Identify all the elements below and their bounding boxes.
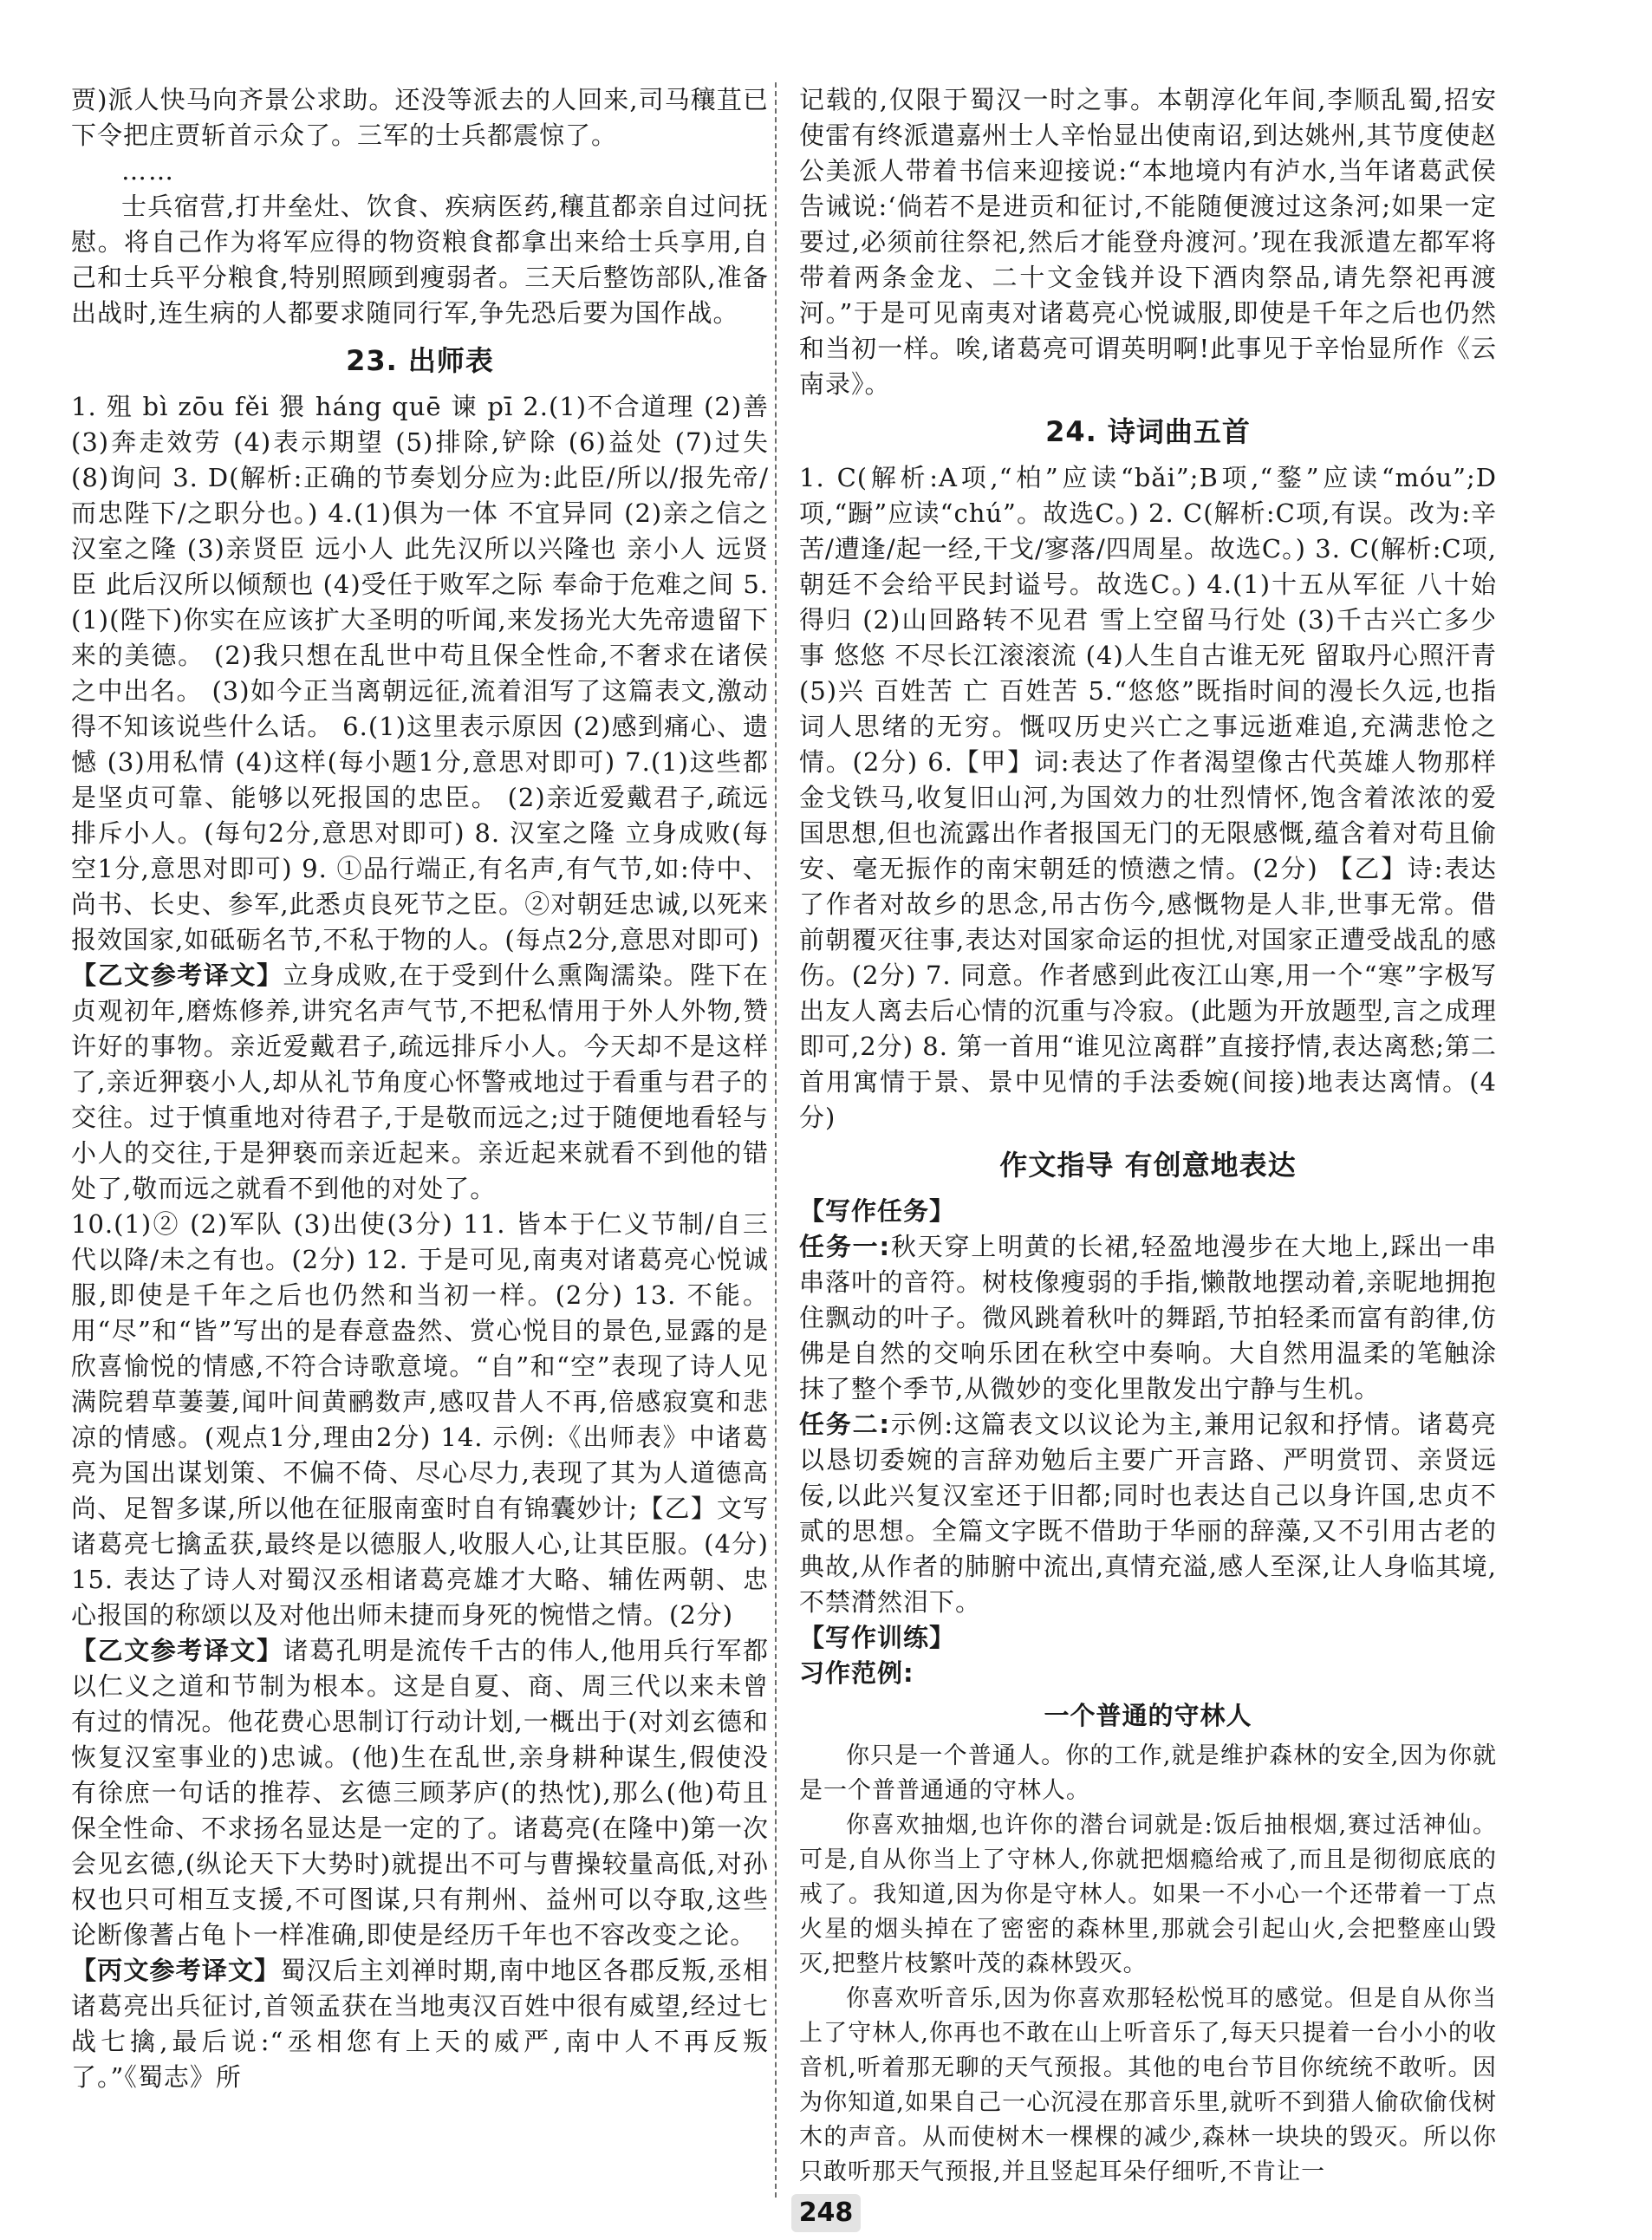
essay-paragraph-3: 你喜欢听音乐,因为你喜欢那轻松悦耳的感觉。但是自从你当上了守林人,你再也不敢在山上听音乐了,每天只提着一台小小的收音机,听着那无聊的天气预报。其他的电台节目你统统不敢听。因为你知道,如果自己一心沉浸在那音乐里,就听不到猎人偷砍偷伐树木的声音。从而使树木一棵棵的减少,森林一块块的毁灭。所以你只敢听那天气预报,并且竖起耳朵仔细听,不肯让一 bbox=[799, 1985, 1497, 2185]
translation-yi-1 bbox=[71, 958, 769, 1207]
translation-yi-1-label: 【乙文参考译文】 bbox=[71, 960, 283, 990]
writing-task-label: 【写作任务】 bbox=[799, 1196, 956, 1226]
translation-yi-1-text: 立身成败,在于受到什么熏陶濡染。陛下在贞观初年,磨炼修养,讲究名声气节,不把私情用于外人外物,赞许好的事物。亲近爱戴君子,疏远排斥小人。今天却不是这样了,亲近狎亵小人,却从礼节角度心怀警戒地过于看重与君子的交往。过于慎重地对待君子,于是敬而远之;过于随便地看轻与小人的交往,于是狎亵而亲近起来。亲近起来就看不到他的错处了,敬而远之就看不到他的对处了。 bbox=[71, 960, 769, 1203]
answers-23-part1: 1. 殂 bì zōu fěi 猥 háng quē 谏 pī 2.(1)不合道理 (2)善 (3)奔走效劳 (4)表示期望 (5)排除,铲除 (6)益处 (7)过失 (8)询问 3. D(解析:正确的节奏划分应为:此臣/所以/报先帝/而忠陛下/之职分也。) 4.(1)俱为一体 不宜异同 (2)亲之信之 汉室之隆 (3)亲贤臣 远小人 此先汉所以兴隆也 亲小人 远贤臣 此后汉所以倾颓也 (4)受任于败军之际 奉命于危难之间 5.(1)(陛下)你实在应该扩大圣明的听闻,来发扬光大先帝遗留下来的美德。 (2)我只想在乱世中苟且保全性命,不奢求在诸侯之中出名。 (3)如今正当离朝远征,流着泪写了这篇表文,激动得不知该说些什么话。 6.(1)这里表示原因 (2)感到痛心、遗憾 (3)用私情 (4)这样(每小题1分,意思对即可) 7.(1)这些都是坚贞可靠、能够以死报国的忠臣。 (2)亲近爱戴君子,疏远排斥小人。(每句2分,意思对即可) 8. 汉室之隆 立身成败(每空1分,意思对即可) 9. ①品行端正,有名声,有气节,如:侍中、尚书、长史、参军,此悉贞良死节之臣。②对朝廷忠诚,以死来报效国家,如砥砺名节,不私于物的人。(每点2分,意思对即可) bbox=[71, 392, 769, 954]
task-one bbox=[799, 1229, 1497, 1407]
task-two-label: 任务二: bbox=[799, 1410, 890, 1439]
task-two-text: 示例:这篇表文以议论为主,兼用记叙和抒情。诸葛亮以恳切委婉的言辞劝勉后主要广开言路、严明赏罚、亲贤远佞,以此兴复汉室还于旧都;同时也表达自己以身许国,忠贞不贰的思想。全篇文字既不借助于华丽的辞藻,又不引用古老的典故,从作者的肺腑中流出,真情充溢,感人至深,让人身临其境,不禁潸然泪下。 bbox=[799, 1410, 1497, 1617]
translation-yi-2-text: 诸葛孔明是流传千古的伟人,他用兵行军都以仁义之道和节制为根本。这是自夏、商、周三代以来未曾有过的情况。他花费心思制订行动计划,一概出于(对刘玄德和恢复汉室事业的)忠诚。(他)生在乱世,亲身耕种谋生,假使没有徐庶一句话的推荐、玄德三顾茅庐(的热忱),那么(他)苟且保全性命、不求扬名显达是一定的了。诸葛亮(在隆中)第一次会见玄德,(纵论天下大势时)就提出不可与曹操较量高低,对孙权也只可相互支援,不可图谋,只有荆州、益州可以夺取,这些论断像蓍占龟卜一样准确,即使是经历千年也不容改变之论。 bbox=[71, 1636, 769, 1950]
intro-text-1: 贾)派人快马向齐景公求助。还没等派去的人回来,司马穰苴已下令把庄贾斩首示众了。三军的士兵都震惊了。 bbox=[71, 85, 769, 150]
column-divider bbox=[775, 82, 777, 2198]
page-number: 248 bbox=[791, 2194, 861, 2232]
task-one-text: 秋天穿上明黄的长裙,轻盈地漫步在大地上,踩出一串串落叶的音符。树枝像瘦弱的手指,懒散地摆动着,亲昵地拥抱住飘动的叶子。微风跳着秋叶的舞蹈,节拍轻柔而富有韵律,仿佛是自然的交响乐团在秋空中奏响。大自然用温柔的笔触涂抹了整个季节,从微妙的变化里散发出宁静与生机。 bbox=[799, 1232, 1497, 1403]
intro-text-2: 士兵宿营,打井垒灶、饮食、疾病医药,穰苴都亲自过问抚慰。将自己作为将军应得的物资粮食都拿出来给士兵享用,自己和士兵平分粮食,特别照顾到瘦弱者。三天后整饬部队,准备出战时,连生病的人都要求随同行军,争先恐后要为国作战。 bbox=[71, 192, 769, 328]
answers-23-part2: 10.(1)② (2)军队 (3)出使(3分) 11. 皆本于仁义节制/自三代以降/未之有也。(2分) 12. 于是可见,南夷对诸葛亮心悦诚服,即使是千年之后也仍然和当初一样。(2分) 13. 不能。用“尽”和“皆”写出的是春意盎然、赏心悦目的景色,显露的是欣喜愉悦的情感,不符合诗歌意境。“自”和“空”表现了诗人见满院碧草萋萋,闻叶间黄鹂数声,感叹昔人不再,倍感寂寞和悲凉的情感。(观点1分,理由2分) 14. 示例:《出师表》中诸葛亮为国出谋划策、不偏不倚、尽心尽力,表现了其为人道德高尚、足智多谋,所以他在征服南蛮时自有锦囊妙计;【乙】文写诸葛亮七擒孟获,最终是以德服人,收服人心,让其臣服。(4分) 15. 表达了诗人对蜀汉丞相诸葛亮雄才大略、辅佐两朝、忠心报国的称颂以及对他出师未捷而身死的惋惜之情。(2分) bbox=[71, 1209, 769, 1630]
translation-yi-2 bbox=[71, 1633, 769, 1953]
task-one-label: 任务一: bbox=[799, 1232, 891, 1261]
translation-bing bbox=[71, 1953, 769, 2095]
writing-training-label: 【写作训练】 bbox=[799, 1623, 956, 1652]
section-heading-24: 24. 诗词曲五首 bbox=[1045, 415, 1251, 448]
essay-paragraph-1: 你只是一个普通人。你的工作,就是维护森林的安全,因为你就是一个普普通通的守林人。 bbox=[799, 1742, 1497, 1804]
translation-yi-2-label: 【乙文参考译文】 bbox=[71, 1636, 283, 1665]
essay-paragraph-2: 你喜欢抽烟,也许你的潜台词就是:饭后抽根烟,赛过活神仙。可是,自从你当上了守林人,你就把烟瘾给戒了,而且是彻彻底底的戒了。我知道,因为你是守林人。如果一不小心一个还带着一丁点火星的烟头掉在了密密的森林里,那就会引起山火,会把整座山毁灭,把整片枝繁叶茂的森林毁灭。 bbox=[799, 1812, 1497, 1977]
left-column bbox=[71, 82, 769, 2095]
translation-bing-label: 【丙文参考译文】 bbox=[71, 1956, 281, 1985]
translation-bing-text: 蜀汉后主刘禅时期,南中地区各郡反叛,丞相诸葛亮出兵征讨,首领孟获在当地夷汉百姓中很有威望,经过七战七擒,最后说:“丞相您有上天的威严,南中人不再反叛了。”《蜀志》所 bbox=[71, 1956, 769, 2092]
answers-24: 1. C(解析:A项,“柏”应读“bǎi”;B项,“鍪”应读“móu”;D项,“蹰”应读“chú”。故选C。) 2. C(解析:C项,有误。改为:辛苦/遭逢/起一经,干戈/寥落/四周星。故选C。) 3. C(解析:C项,朝廷不会给平民封谥号。故选C。) 4.(1)十五从军征 八十始得归 (2)山回路转不见君 雪上空留马行处 (3)千古兴亡多少事 悠悠 不尽长江滚滚流 (4)人生自古谁无死 留取丹心照汗青 (5)兴 百姓苦 亡 百姓苦 5.“悠悠”既指时间的漫长久远,也指词人思绪的无穷。慨叹历史兴亡之事远逝难追,充满悲怆之情。(2分) 6.【甲】词:表达了作者渴望像古代英雄人物那样金戈铁马,收复旧山河,为国效力的壮烈情怀,饱含着浓浓的爱国思想,但也流露出作者报国无门的无限感慨,蕴含着对苟且偷安、毫无振作的南宋朝廷的愤懑之情。(2分) 【乙】诗:表达了作者对故乡的思念,吊古伤今,感慨物是人非,世事无常。借前朝覆灭往事,表达对国家命运的担忧,对国家正遭受战乱的感伤。(2分) 7. 同意。作者感到此夜江山寒,用一个“寒”字极写出友人离去后心情的沉重与冷寂。(此题为开放题型,言之成理即可,2分) 8. 第一首用“谁见泣离群”直接抒情,表达离愁;第二首用寓情于景、景中见情的手法委婉(间接)地表达离情。(4分) bbox=[799, 463, 1497, 1132]
composition-heading: 作文指导 有创意地表达 bbox=[999, 1149, 1297, 1182]
right-column bbox=[799, 82, 1497, 2190]
ellipsis: …… bbox=[121, 156, 175, 186]
continued-translation: 记载的,仅限于蜀汉一时之事。本朝淳化年间,李顺乱蜀,招安使雷有终派遣嘉州士人辛怡显出使南诏,到达姚州,其节度使赵公美派人带着书信来迎接说:“本地境内有泸水,当年诸葛武侯告诫说:‘倘若不是进贡和征讨,不能随便渡过这条河;如果一定要过,必须前往祭祀,然后才能登舟渡河。’现在我派遣左都军将带着两条金龙、二十文金钱并设下酒肉祭品,请先祭祀再渡河。”于是可见南夷对诸葛亮心悦诚服,即使是千年之后也仍然和当初一样。唉,诸葛亮可谓英明啊!此事见于辛怡显所作《云南录》。 bbox=[799, 85, 1497, 399]
section-heading-23: 23. 出师表 bbox=[346, 344, 494, 377]
example-label: 习作范例: bbox=[799, 1658, 914, 1688]
task-two bbox=[799, 1407, 1497, 1620]
essay-title: 一个普通的守林人 bbox=[1044, 1701, 1252, 1730]
